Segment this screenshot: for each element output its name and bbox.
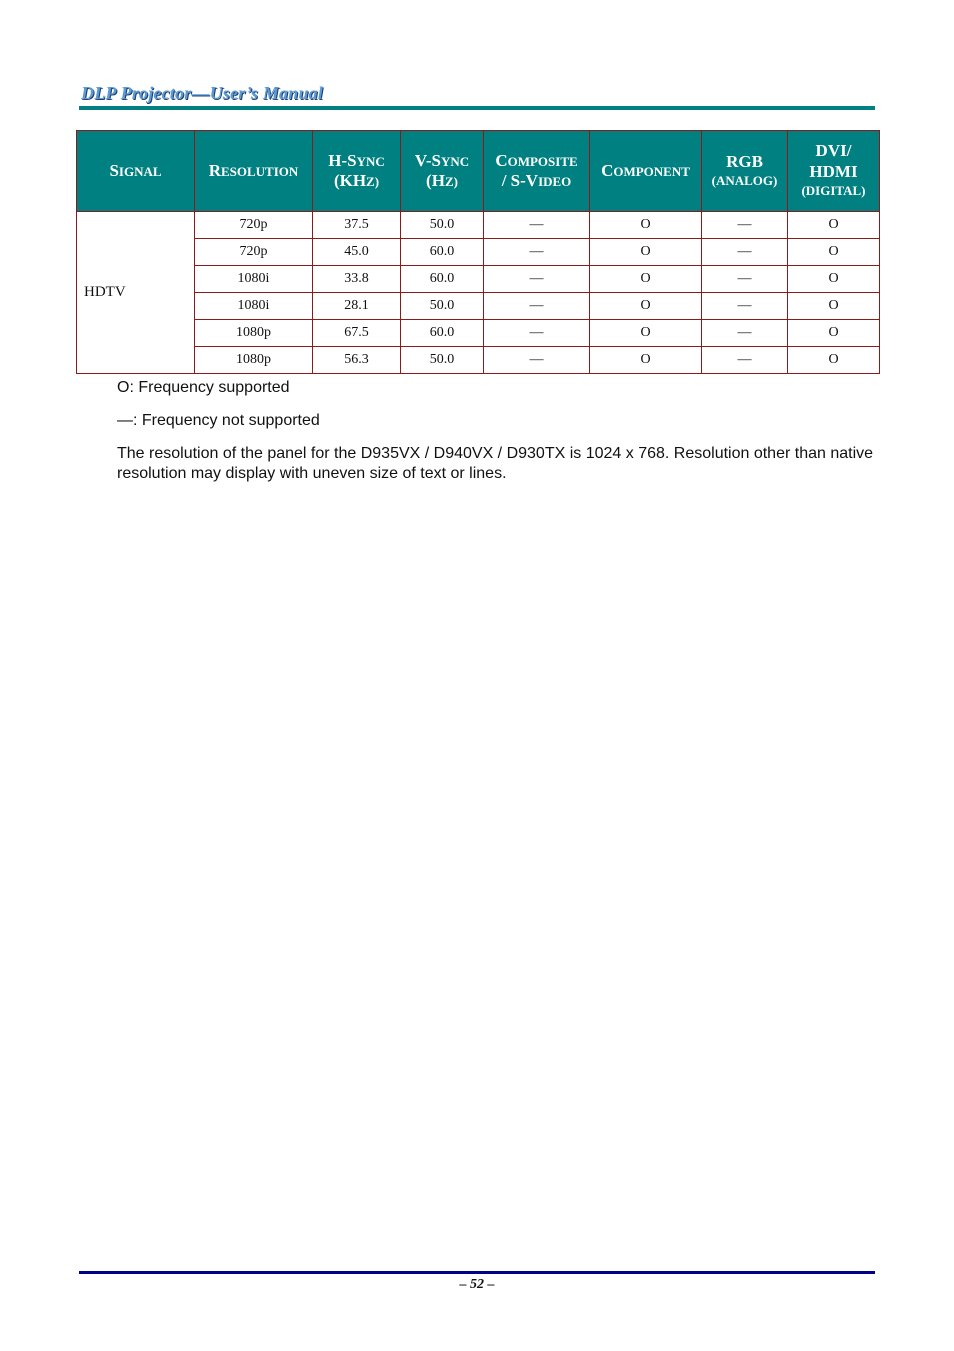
vsync-cell: 50.0 [401, 347, 484, 374]
header-resolution: RESOLUTION [195, 131, 313, 212]
hsync-cell: 56.3 [313, 347, 401, 374]
header-dvi-hdmi: DVI/ HDMI (DIGITAL) [788, 131, 880, 212]
component-cell: O [590, 266, 702, 293]
legend-supported: O: Frequency supported [117, 379, 290, 396]
header-signal: SIGNAL [77, 131, 195, 212]
header-component: COMPONENT [590, 131, 702, 212]
resolution-cell: 720p [195, 212, 313, 239]
composite-cell: — [484, 320, 590, 347]
resolution-cell: 720p [195, 239, 313, 266]
resolution-note: The resolution of the panel for the D935VX / D940VX / D930TX is 1024 x 768. Resolution other than native resolution may display with uneven size of text or lines. [117, 445, 874, 482]
table-header-row [77, 131, 880, 212]
table-row [77, 266, 880, 293]
rgb-cell: — [702, 266, 788, 293]
composite-cell: — [484, 212, 590, 239]
composite-cell: — [484, 347, 590, 374]
header-divider [79, 106, 875, 110]
page-number: – 52 – [459, 1277, 495, 1292]
resolution-cell: 1080p [195, 347, 313, 374]
component-cell: O [590, 212, 702, 239]
resolution-cell: 1080i [195, 266, 313, 293]
dvi-cell: O [788, 266, 880, 293]
composite-cell: — [484, 266, 590, 293]
composite-cell: — [484, 239, 590, 266]
rgb-cell: — [702, 212, 788, 239]
manual-title: DLP Projector—User’s Manual [81, 83, 324, 103]
resolution-cell: 1080i [195, 293, 313, 320]
rgb-cell: — [702, 293, 788, 320]
header-vsync: V-SYNC (HZ) [401, 131, 484, 212]
signal-hdtv-cell: HDTV [77, 212, 195, 374]
dvi-cell: O [788, 212, 880, 239]
table-row [77, 293, 880, 320]
signal-compatibility-table [76, 130, 880, 374]
component-cell: O [590, 239, 702, 266]
header-composite: COMPOSITE / S-VIDEO [484, 131, 590, 212]
header-hsync: H-SYNC (KHZ) [313, 131, 401, 212]
dvi-cell: O [788, 293, 880, 320]
dvi-cell: O [788, 347, 880, 374]
vsync-cell: 60.0 [401, 239, 484, 266]
component-cell: O [590, 320, 702, 347]
vsync-cell: 60.0 [401, 320, 484, 347]
hsync-cell: 28.1 [313, 293, 401, 320]
legend-not-supported: —: Frequency not supported [117, 412, 320, 429]
table-row [77, 239, 880, 266]
dvi-cell: O [788, 239, 880, 266]
rgb-cell: — [702, 239, 788, 266]
table-row [77, 320, 880, 347]
component-cell: O [590, 347, 702, 374]
vsync-cell: 50.0 [401, 293, 484, 320]
vsync-cell: 60.0 [401, 266, 484, 293]
hsync-cell: 67.5 [313, 320, 401, 347]
hsync-cell: 45.0 [313, 239, 401, 266]
resolution-cell: 1080p [195, 320, 313, 347]
header-rgb: RGB (ANALOG) [702, 131, 788, 212]
table-row [77, 212, 880, 239]
hsync-cell: 37.5 [313, 212, 401, 239]
vsync-cell: 50.0 [401, 212, 484, 239]
footer-divider [79, 1271, 875, 1274]
rgb-cell: — [702, 320, 788, 347]
composite-cell: — [484, 293, 590, 320]
table-row [77, 347, 880, 374]
component-cell: O [590, 293, 702, 320]
hsync-cell: 33.8 [313, 266, 401, 293]
rgb-cell: — [702, 347, 788, 374]
dvi-cell: O [788, 320, 880, 347]
